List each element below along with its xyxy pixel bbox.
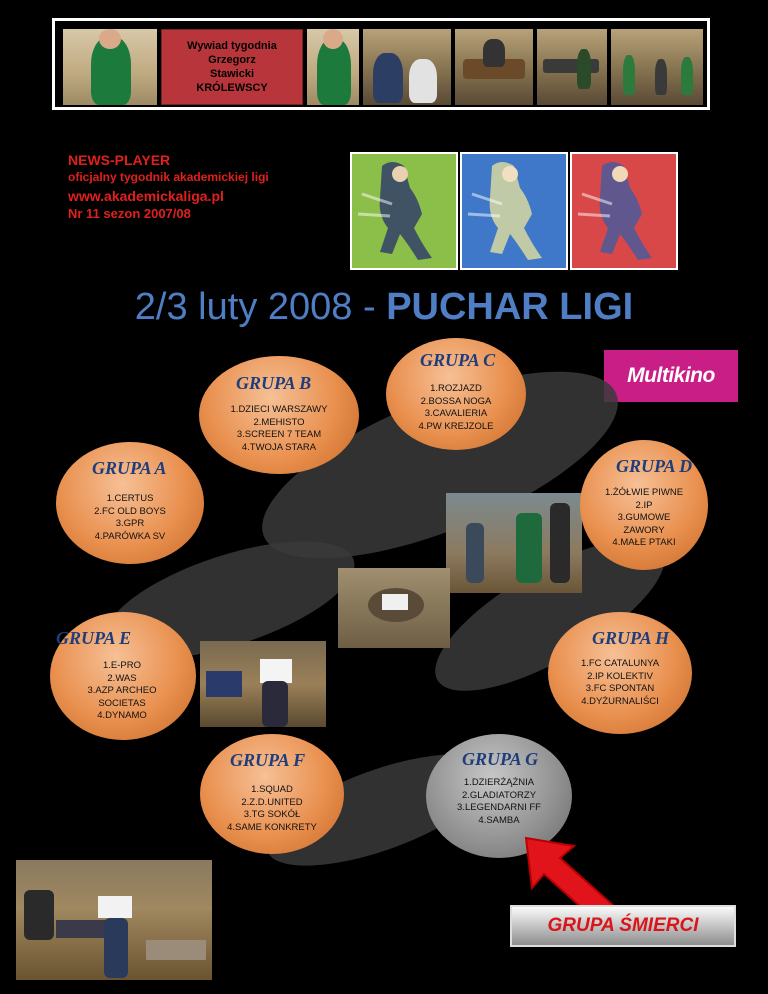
- banner-title-line-3: Stawicki: [209, 68, 255, 80]
- team: 1.FC CATALUNYA: [580, 658, 660, 669]
- sponsor-logo: [604, 350, 738, 402]
- team: 3.TG SOKÓŁ: [243, 809, 301, 820]
- team: 2.MEHISTO: [253, 416, 305, 428]
- team: 4.MAŁE PTAKI: [612, 537, 676, 548]
- team: 3.GPR: [115, 518, 145, 529]
- photo-gym-4: [611, 29, 703, 105]
- team: 3.GUMOWE: [617, 512, 671, 523]
- team: 1.DZIERŻĄŻNIA: [463, 777, 535, 788]
- team: 3.SCREEN 7 TEAM: [236, 429, 322, 440]
- player-silhouette-icon: [352, 154, 456, 268]
- team: 2.BOSSA NOGA: [420, 395, 492, 407]
- team: 1.ROZJAZD: [430, 383, 482, 394]
- pop-art-green: [350, 152, 458, 270]
- issue-number: Nr 11 sezon 2007/08: [68, 206, 191, 221]
- team: 4.TWOJA STARA: [241, 441, 317, 453]
- photo-gym-3: [537, 29, 607, 105]
- group-e-teams: [62, 660, 182, 723]
- banner-title-line-2: Grzegorz: [208, 54, 256, 66]
- group-f-name: GRUPA F: [230, 750, 306, 770]
- team: 2.GLADIATORZY: [461, 789, 537, 801]
- group-f-teams: [212, 784, 332, 834]
- banner-title-line-1: Wywiad tygodnia: [187, 40, 277, 52]
- group-h-teams: [560, 658, 680, 708]
- team: 1.CERTUS: [106, 493, 154, 504]
- team: 4.PARÓWKA SV: [94, 530, 166, 542]
- group-c-name: GRUPA C: [420, 350, 496, 370]
- team: 4.DYŻURNALIŚCI: [581, 695, 659, 707]
- photo-player-1: [63, 29, 157, 105]
- team: 4.SAME KONKRETY: [227, 821, 317, 833]
- team: 1.ŻÓŁWIE PIWNE: [604, 487, 684, 498]
- photo-gym-2: [455, 29, 533, 105]
- group-b-name: GRUPA B: [236, 373, 312, 393]
- group-g-name: GRUPA G: [462, 749, 539, 769]
- website-link[interactable]: www.akademickaliga.pl: [68, 188, 224, 204]
- photo-team-huddle: [446, 493, 582, 593]
- team: 1.SQUAD: [251, 784, 293, 795]
- team: 3.AZP ARCHEO: [87, 685, 157, 696]
- team: 2.Z.D.UNITED: [241, 796, 303, 808]
- top-photo-banner: [52, 18, 710, 110]
- page-headline: [0, 286, 768, 329]
- banner-title-line-4: KRÓLEWSCY: [196, 82, 268, 94]
- sponsor-name: Multikino: [627, 364, 715, 387]
- group-d-name: GRUPA D: [616, 456, 693, 476]
- team: 4.SAMBA: [478, 814, 520, 826]
- headline-event: PUCHAR LIGI: [386, 286, 634, 328]
- player-silhouette-icon: [572, 154, 676, 268]
- group-c-teams: [396, 383, 516, 433]
- publication-name: NEWS-PLAYER: [68, 152, 171, 168]
- player-silhouette-icon: [462, 154, 566, 268]
- team: 2.IP KOLEKTIV: [587, 670, 653, 682]
- photo-gym-1: [363, 29, 451, 105]
- group-a-name: GRUPA A: [92, 458, 167, 478]
- group-e-name: GRUPA E: [56, 628, 132, 648]
- publication-tagline: oficjalny tygodnik akademickiej ligi: [68, 170, 269, 184]
- headline-date: 2/3 luty 2008 -: [134, 286, 387, 328]
- photo-player-2: [307, 29, 359, 105]
- team: 3.CAVALIERIA: [424, 408, 488, 419]
- team: 2.FC OLD BOYS: [94, 505, 166, 517]
- team: 1.E-PRO: [102, 660, 141, 671]
- group-a-teams: [70, 493, 190, 543]
- photo-draw-announcer: [200, 641, 326, 727]
- team: ZAWORY: [623, 524, 665, 536]
- masthead: [68, 152, 269, 221]
- team: 1.DZIECI WARSZAWY: [230, 404, 328, 415]
- group-h-name: GRUPA H: [592, 628, 670, 648]
- group-of-death-label: GRUPA ŚMIERCI: [510, 905, 736, 947]
- team: 4.PW KREJZOLE: [418, 420, 494, 432]
- pop-art-blue: [460, 152, 568, 270]
- group-b-teams: [214, 404, 344, 454]
- team: SOCIETAS: [98, 697, 146, 709]
- photo-bottom-left: [16, 860, 212, 980]
- team: 2.IP: [635, 499, 653, 511]
- photo-draw-table: [338, 568, 450, 648]
- team: 4.DYNAMO: [97, 710, 147, 721]
- pop-art-red: [570, 152, 678, 270]
- group-d-teams: [590, 487, 698, 550]
- team: 3.LEGENDARNI FF: [457, 802, 541, 813]
- team: 3.FC SPONTAN: [585, 683, 655, 694]
- banner-title: [161, 29, 303, 105]
- group-g-teams: [440, 777, 558, 827]
- team: 2.WAS: [107, 672, 137, 684]
